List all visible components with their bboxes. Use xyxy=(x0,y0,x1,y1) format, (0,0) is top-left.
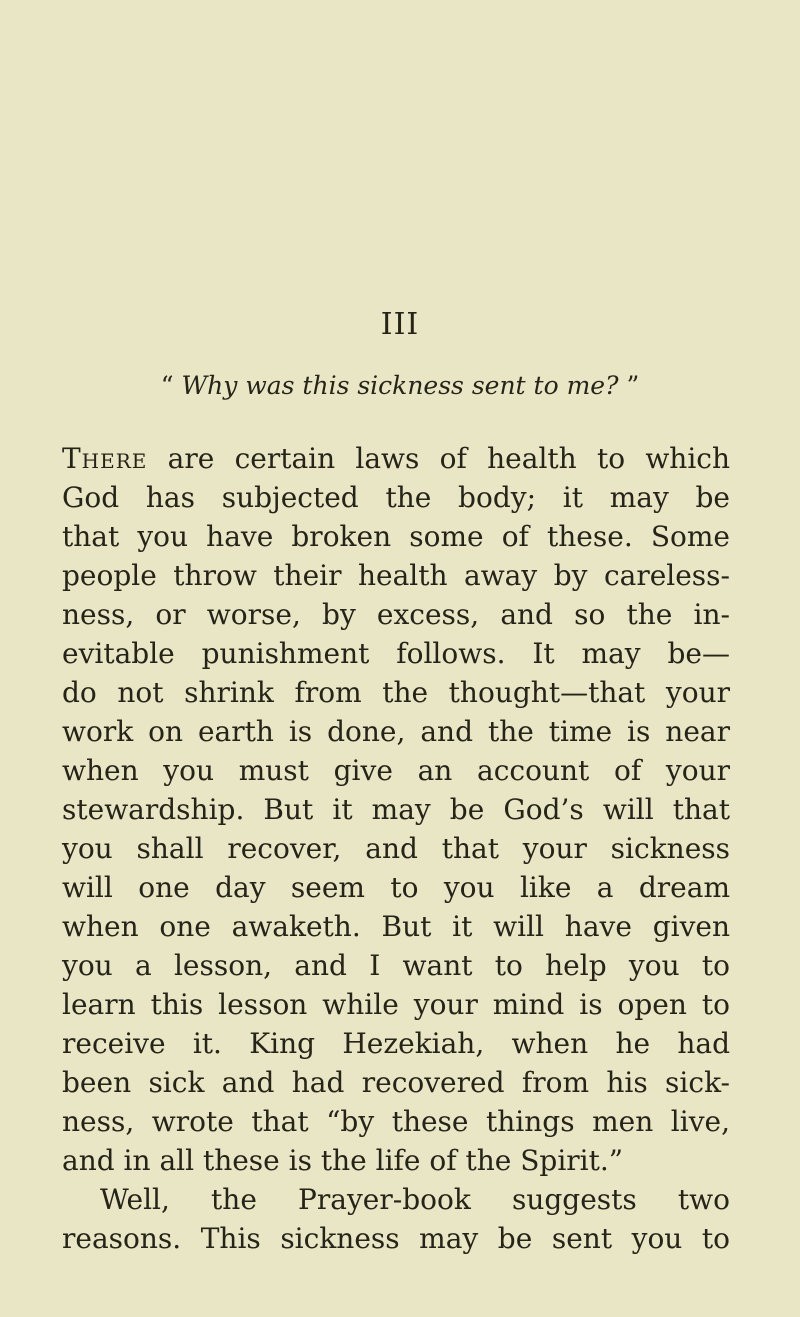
body-line-4: people throw their health away by careless- xyxy=(62,559,730,592)
body-line-text: are certain laws of health to which xyxy=(167,442,730,475)
body-line-20: Well, the Prayer-book suggests two xyxy=(100,1183,730,1216)
body-line-14: you a lesson, and I want to help you to xyxy=(62,949,730,982)
epigraph-text: Why was this sickness sent to me? xyxy=(181,371,619,400)
body-line-10: stewardship. But it may be God’s will that xyxy=(62,793,730,826)
body-line-2: God has subjected the body; it may be xyxy=(62,481,730,514)
body-line-19: and in all these is the life of the Spirit.” xyxy=(62,1144,624,1177)
body-line-9: when you must give an account of your xyxy=(62,754,730,787)
body-line-13: when one awaketh. But it will have given xyxy=(62,910,730,943)
body-line-18: ness, wrote that “by these things men live, xyxy=(62,1105,730,1138)
epigraph-close-quote: ” xyxy=(626,371,640,400)
body-line-7: do not shrink from the thought—that your xyxy=(62,676,730,709)
body-line-5: ness, or worse, by excess, and so the in- xyxy=(62,598,730,631)
body-line-17: been sick and had recovered from his sick- xyxy=(62,1066,730,1099)
body-line-3: that you have broken some of these. Some xyxy=(62,520,730,553)
body-line-11: you shall recover, and that your sickness xyxy=(62,832,730,865)
epigraph-open-quote: “ xyxy=(160,371,174,400)
body-line-15: learn this lesson while your mind is open to xyxy=(62,988,730,1021)
chapter-number: III xyxy=(380,307,420,342)
opening-word: There xyxy=(62,442,148,475)
body-line-21: reasons. This sickness may be sent you to xyxy=(62,1222,730,1255)
body-line-6: evitable punishment follows. It may be— xyxy=(62,637,730,670)
chapter-epigraph xyxy=(0,371,800,401)
body-line-16: receive it. King Hezekiah, when he had xyxy=(62,1027,730,1060)
body-line-12: will one day seem to you like a dream xyxy=(62,871,730,904)
body-line-8: work on earth is done, and the time is near xyxy=(62,715,730,748)
body-line-1 xyxy=(62,439,730,479)
